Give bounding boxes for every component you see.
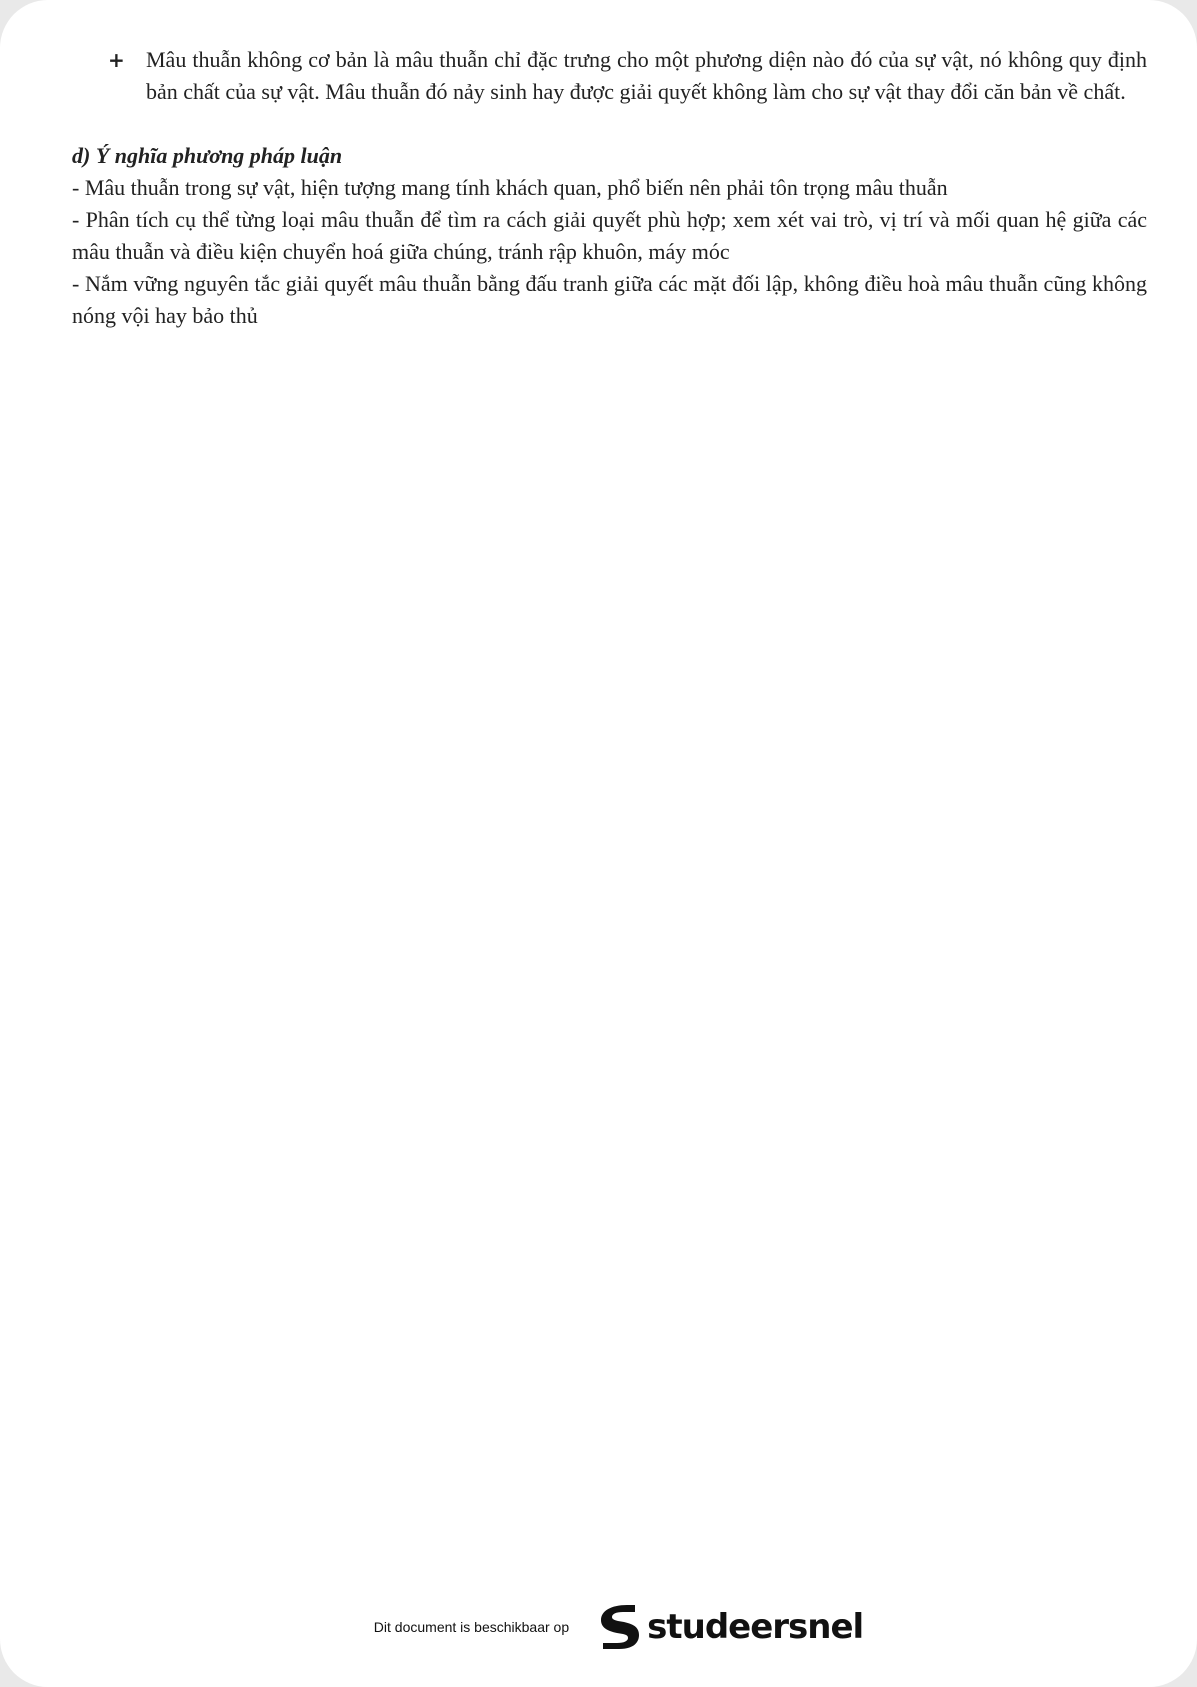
section-heading: d) Ý nghĩa phương pháp luận bbox=[72, 143, 343, 168]
paragraph-3: - Nắm vững nguyên tắc giải quyết mâu thuẫn bằng đấu tranh giữa các mặt đối lập, không điều hoà mâu thuẫn cũng không nóng vội hay bảo thủ bbox=[72, 271, 1147, 328]
bullet-text: Mâu thuẫn không cơ bản là mâu thuẫn chỉ đặc trưng cho một phương diện nào đó của sự vật, nó không quy định bản chất của sự vật. Mâu thuẫn đó nảy sinh hay được giải quyết không làm cho sự vật thay đổi căn bản về chất. bbox=[146, 47, 1147, 104]
paragraph-1: - Mâu thuẫn trong sự vật, hiện tượng mang tính khách quan, phổ biến nên phải tôn trọng mâu thuẫn bbox=[72, 175, 948, 200]
paragraph-2: - Phân tích cụ thể từng loại mâu thuẫn để tìm ra cách giải quyết phù hợp; xem xét vai trò, vị trí và mối quan hệ giữa các mâu thuẫn và điều kiện chuyển hoá giữa chúng, tránh rập khuôn, máy móc bbox=[72, 207, 1147, 264]
studeersnel-logo-icon bbox=[597, 1603, 641, 1651]
studeersnel-link[interactable] bbox=[597, 1603, 863, 1651]
bullet-item bbox=[72, 44, 1147, 108]
studeersnel-wordmark: studeersnel bbox=[647, 1607, 864, 1647]
document-content bbox=[72, 44, 1147, 332]
plus-bullet-marker: + bbox=[108, 48, 125, 72]
footer-availability-text: Dit document is beschikbaar op bbox=[373, 1619, 570, 1635]
footer-banner bbox=[0, 1600, 1197, 1654]
